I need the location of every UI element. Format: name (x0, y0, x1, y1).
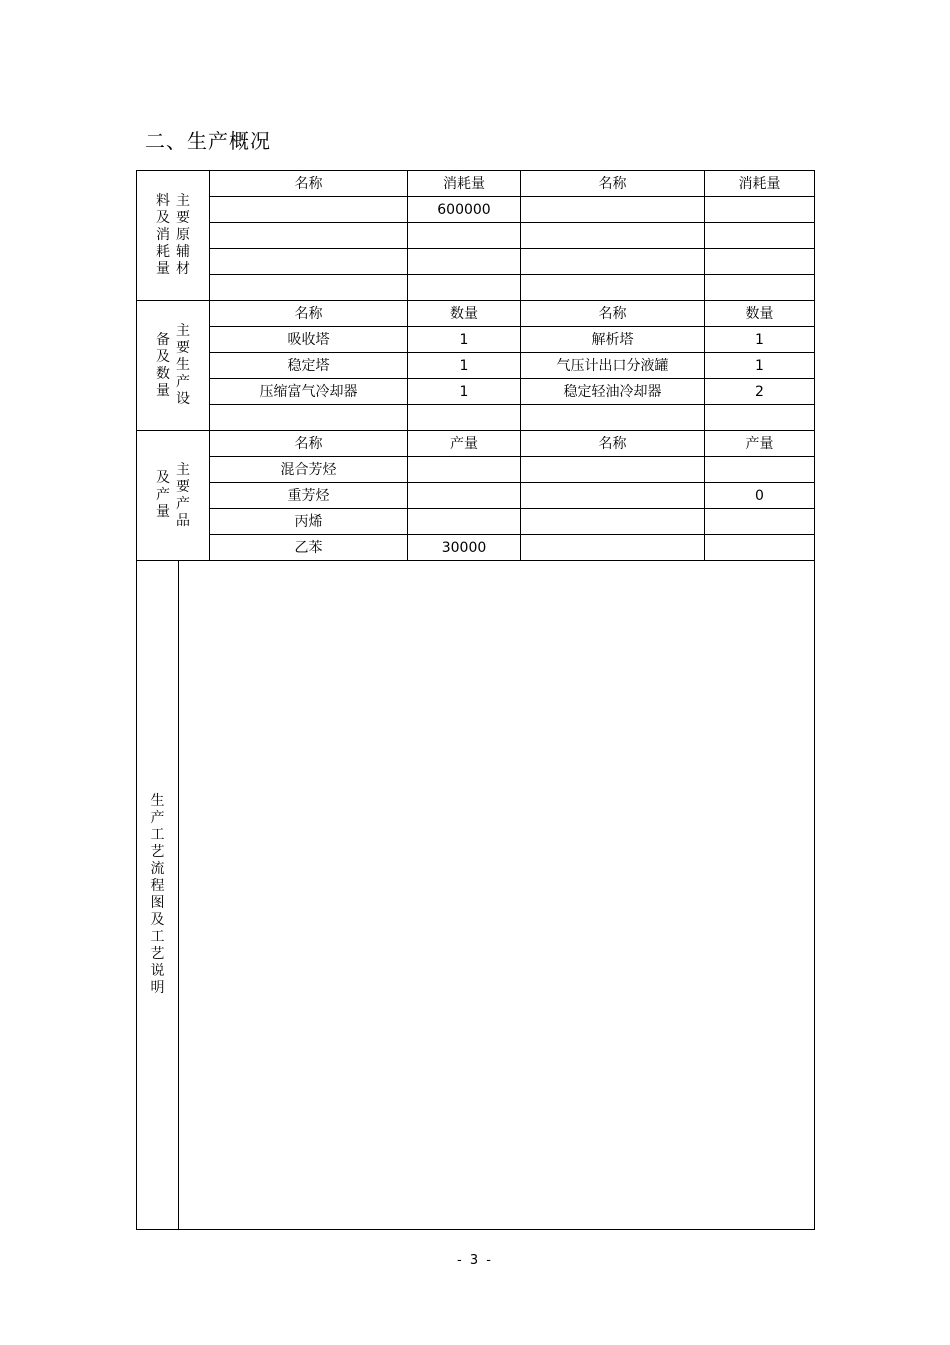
process-label-char: 明 (150, 980, 165, 996)
materials-label-right (176, 193, 190, 278)
materials-header-cell: 名称 (210, 171, 408, 197)
equipment-cell: 稳定轻油冷却器 (521, 379, 705, 405)
section-label-char: 设 (176, 391, 190, 407)
products-cell: 重芳烃 (210, 483, 408, 509)
equipment-cell: 1 (408, 327, 521, 353)
process-label-char: 艺 (150, 844, 165, 860)
materials-cell (408, 249, 521, 275)
materials-cell (521, 223, 705, 249)
equipment-cell: 压缩富气冷却器 (210, 379, 408, 405)
products-header-cell: 名称 (521, 431, 705, 457)
products-cell: 混合芳烃 (210, 457, 408, 483)
products-cell (408, 509, 521, 535)
section-label-char: 原 (176, 227, 190, 243)
section-label-char: 要 (176, 478, 190, 495)
process-content-area (179, 561, 815, 1230)
production-overview-table (136, 170, 815, 1230)
equipment-cell: 吸收塔 (210, 327, 408, 353)
equipment-section-label (137, 301, 210, 431)
section-label-char: 主 (176, 323, 190, 339)
section-label-char: 量 (156, 504, 170, 520)
products-cell (705, 457, 815, 483)
section-label-char: 要 (176, 340, 190, 356)
process-label-char: 图 (150, 895, 165, 911)
products-cell (705, 535, 815, 561)
materials-cell: 600000 (408, 197, 521, 223)
materials-header-row (137, 171, 815, 197)
products-row (137, 483, 815, 509)
products-cell (521, 457, 705, 483)
equipment-cell: 稳定塔 (210, 353, 408, 379)
equipment-label-right (176, 323, 190, 408)
section-label-char: 及 (156, 348, 170, 365)
materials-cell (210, 275, 408, 301)
products-cell (705, 509, 815, 535)
materials-cell (210, 249, 408, 275)
products-cell: 30000 (408, 535, 521, 561)
equipment-row (137, 405, 815, 431)
equipment-row (137, 379, 815, 405)
process-label-char: 说 (150, 963, 165, 979)
section-label-char: 生 (176, 357, 190, 373)
products-header-cell: 产量 (705, 431, 815, 457)
section-label-char: 品 (176, 512, 190, 529)
materials-row (137, 249, 815, 275)
products-row (137, 457, 815, 483)
products-label-right (176, 462, 190, 530)
materials-cell (705, 223, 815, 249)
process-section-label (137, 561, 179, 1230)
section-title: 二、生产概况 (145, 129, 271, 153)
products-header-cell: 名称 (210, 431, 408, 457)
products-header-row (137, 431, 815, 457)
section-label-char: 料 (156, 193, 170, 209)
equipment-cell: 1 (408, 353, 521, 379)
section-label-char: 主 (176, 193, 190, 209)
section-label-char: 耗 (156, 244, 170, 260)
materials-cell (705, 197, 815, 223)
process-label-char: 及 (150, 912, 165, 928)
products-cell (521, 535, 705, 561)
materials-row (137, 197, 815, 223)
equipment-cell: 解析塔 (521, 327, 705, 353)
products-cell (521, 509, 705, 535)
equipment-cell: 1 (705, 327, 815, 353)
equipment-header-row (137, 301, 815, 327)
equipment-cell: 2 (705, 379, 815, 405)
process-label-char: 程 (150, 878, 165, 894)
equipment-header-cell: 数量 (705, 301, 815, 327)
products-row (137, 509, 815, 535)
process-row (137, 561, 815, 1230)
section-label-char: 备 (156, 331, 170, 348)
equipment-header-cell: 数量 (408, 301, 521, 327)
section-label-char: 消 (156, 227, 170, 243)
process-label-char: 流 (150, 861, 165, 877)
section-label-char: 辅 (176, 244, 190, 260)
section-label-char: 数 (156, 365, 170, 382)
equipment-cell: 1 (408, 379, 521, 405)
section-label-char: 及 (156, 210, 170, 226)
page-number: - 3 - (457, 1253, 493, 1268)
process-label-char: 生 (150, 793, 165, 809)
products-cell (408, 457, 521, 483)
products-cell (521, 483, 705, 509)
materials-header-cell: 名称 (521, 171, 705, 197)
section-label-char: 及 (156, 470, 170, 486)
process-label-char: 产 (150, 810, 165, 826)
equipment-row (137, 327, 815, 353)
materials-cell (521, 249, 705, 275)
equipment-row (137, 353, 815, 379)
materials-cell (521, 197, 705, 223)
process-label-char: 工 (150, 827, 165, 843)
products-label-left (156, 470, 170, 521)
equipment-header-cell: 名称 (210, 301, 408, 327)
section-label-char: 量 (156, 382, 170, 399)
products-cell (408, 483, 521, 509)
materials-cell (408, 275, 521, 301)
equipment-cell: 气压计出口分液罐 (521, 353, 705, 379)
materials-cell (521, 275, 705, 301)
materials-cell (210, 223, 408, 249)
section-label-char: 产 (176, 495, 190, 512)
equipment-cell (408, 405, 521, 431)
materials-row (137, 223, 815, 249)
materials-cell (705, 275, 815, 301)
materials-cell (705, 249, 815, 275)
materials-label-left (156, 193, 170, 278)
section-label-char: 要 (176, 210, 190, 226)
equipment-label-left (156, 332, 170, 400)
products-cell: 0 (705, 483, 815, 509)
equipment-cell (521, 405, 705, 431)
section-label-char: 产 (176, 374, 190, 390)
section-label-char: 量 (156, 261, 170, 277)
materials-header-cell: 消耗量 (705, 171, 815, 197)
materials-row (137, 275, 815, 301)
equipment-cell (705, 405, 815, 431)
equipment-cell: 1 (705, 353, 815, 379)
process-label-char: 艺 (150, 946, 165, 962)
products-header-cell: 产量 (408, 431, 521, 457)
materials-cell (210, 197, 408, 223)
products-section-label (137, 431, 210, 561)
products-cell: 丙烯 (210, 509, 408, 535)
materials-section-label (137, 171, 210, 301)
section-label-char: 产 (156, 487, 170, 503)
materials-cell (408, 223, 521, 249)
section-label-char: 材 (176, 261, 190, 277)
equipment-cell (210, 405, 408, 431)
process-label-char: 工 (150, 929, 165, 945)
materials-header-cell: 消耗量 (408, 171, 521, 197)
section-label-char: 主 (176, 461, 190, 478)
products-row (137, 535, 815, 561)
products-cell: 乙苯 (210, 535, 408, 561)
equipment-header-cell: 名称 (521, 301, 705, 327)
